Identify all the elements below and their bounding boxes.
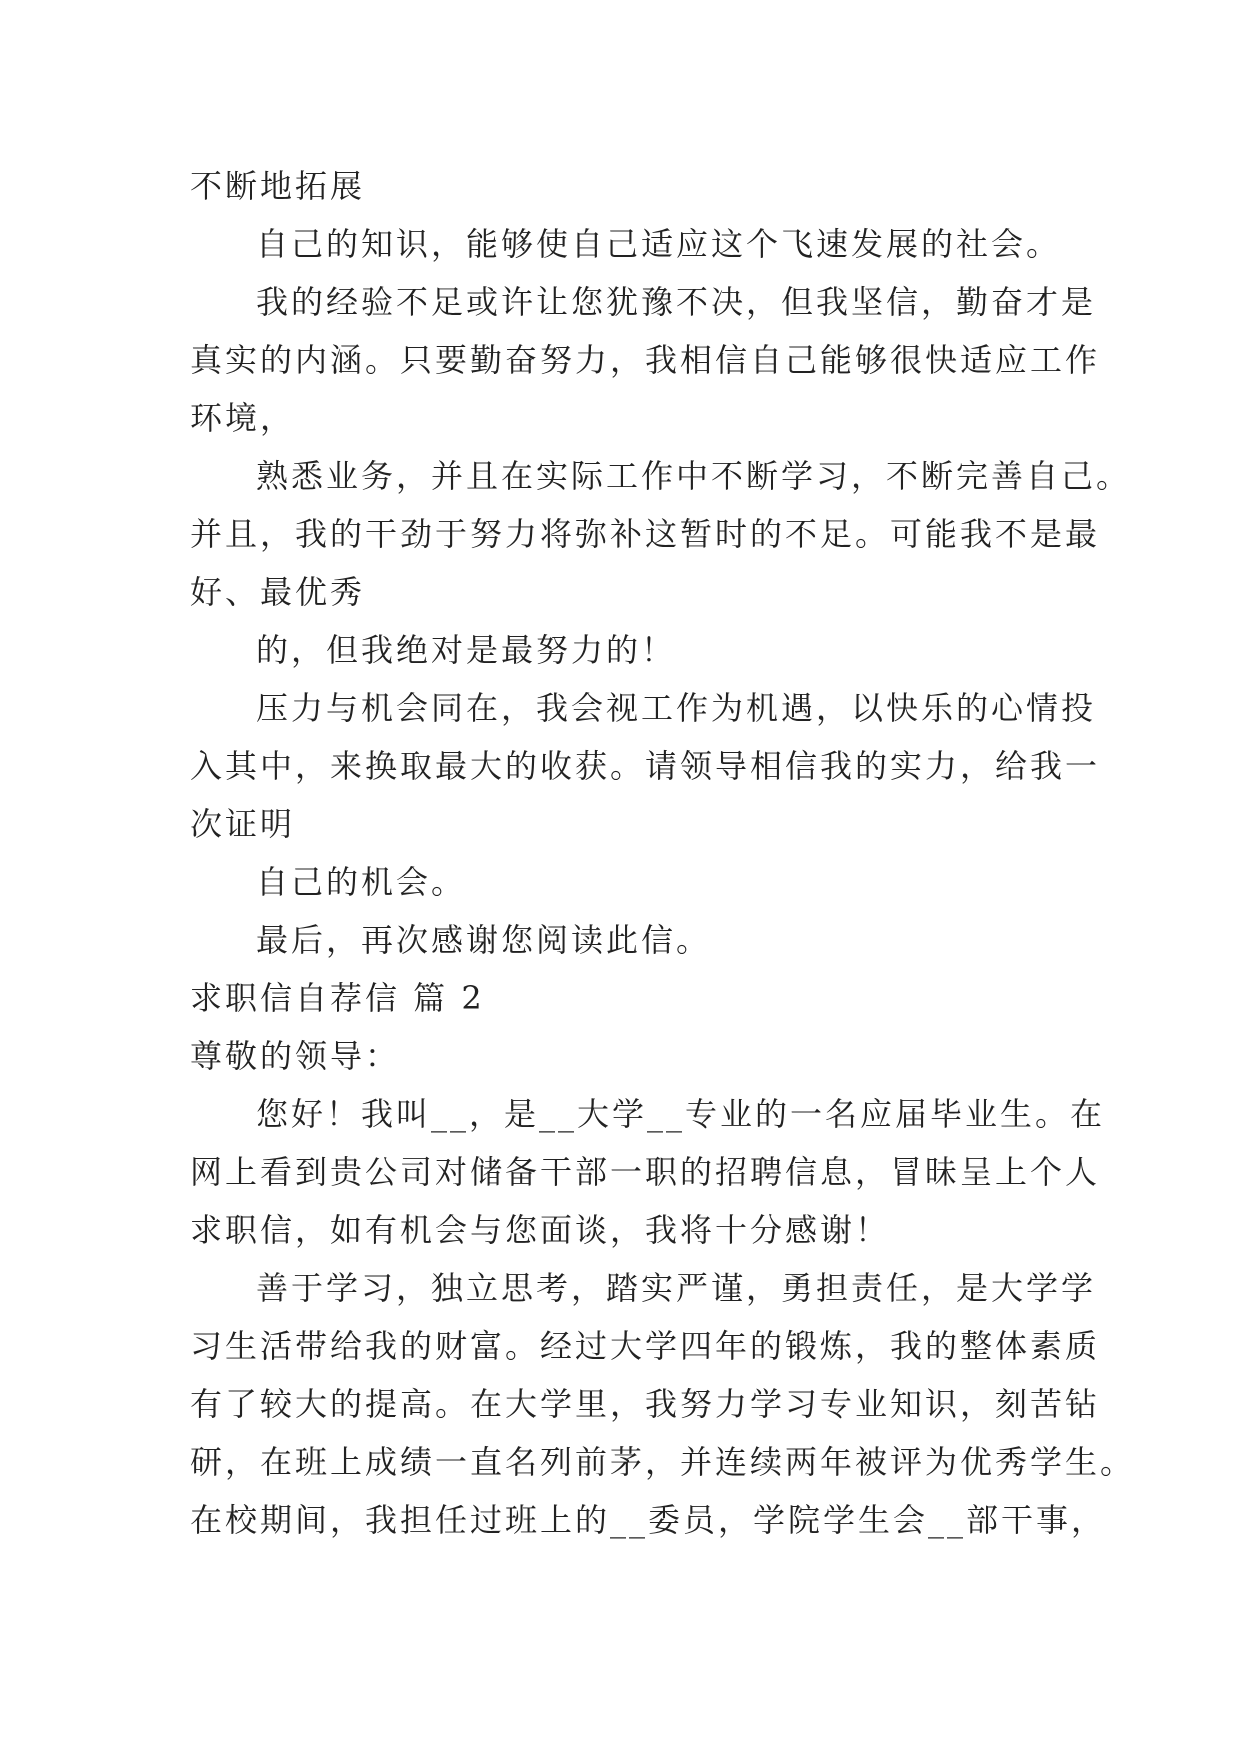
text-line: 自己的知识，能够使自己适应这个飞速发展的社会。 xyxy=(256,225,1062,263)
salutation: 尊敬的领导： xyxy=(190,1037,401,1075)
text-line: 次证明 xyxy=(190,805,296,843)
text-line: 自己的机会。 xyxy=(256,863,467,901)
text-line: 求职信，如有机会与您面谈，我将十分感谢！ xyxy=(190,1211,891,1249)
section-heading: 求职信自荐信 篇 2 xyxy=(190,979,485,1017)
text-line: 入其中，来换取最大的收获。请领导相信我的实力，给我一 xyxy=(190,747,1101,785)
text-line: 善于学习，独立思考，踏实严谨，勇担责任，是大学学 xyxy=(256,1269,1097,1307)
text-line: 的，但我绝对是最努力的！ xyxy=(256,631,677,669)
text-line: 环境， xyxy=(190,399,296,437)
text-line: 压力与机会同在，我会视工作为机遇，以快乐的心情投 xyxy=(256,689,1097,727)
text-line: 习生活带给我的财富。经过大学四年的锻炼，我的整体素质 xyxy=(190,1327,1101,1365)
text-line: 好、最优秀 xyxy=(190,573,366,611)
text-line: 研，在班上成绩一直名列前茅，并连续两年被评为优秀学生。 xyxy=(190,1443,1136,1481)
text-line: 网上看到贵公司对储备干部一职的招聘信息，冒昧呈上个人 xyxy=(190,1153,1101,1191)
text-line: 我的经验不足或许让您犹豫不决，但我坚信，勤奋才是 xyxy=(256,283,1097,321)
text-line: 最后，再次感谢您阅读此信。 xyxy=(256,921,712,959)
text-line: 并且，我的干劲于努力将弥补这暂时的不足。可能我不是最 xyxy=(190,515,1101,553)
text-line: 有了较大的提高。在大学里，我努力学习专业知识，刻苦钻 xyxy=(190,1385,1101,1423)
text-line: 真实的内涵。只要勤奋努力，我相信自己能够很快适应工作 xyxy=(190,341,1101,379)
text-line: 您好！我叫__，是__大学__专业的一名应届毕业生。在 xyxy=(256,1095,1106,1133)
text-line: 在校期间，我担任过班上的__委员，学院学生会__部干事， xyxy=(190,1501,1107,1539)
text-line: 不断地拓展 xyxy=(190,167,366,205)
text-line: 熟悉业务，并且在实际工作中不断学习，不断完善自己。 xyxy=(256,457,1132,495)
